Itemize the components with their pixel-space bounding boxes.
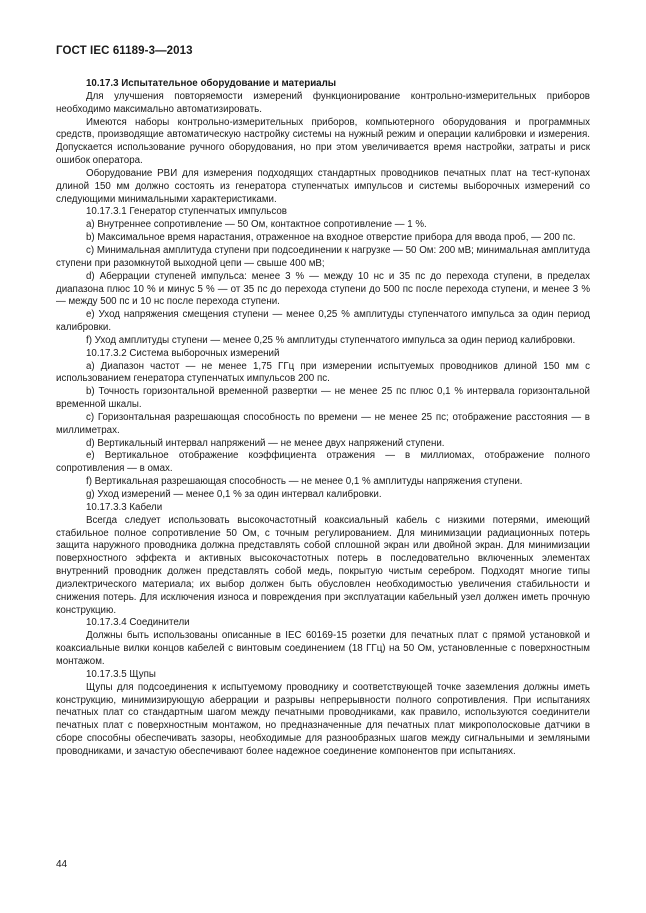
list-item: c) Минимальная амплитуда ступени при подсоединении к нагрузке — 50 Ом: 200 мВ; минимальная амплитуда ступени при разомкнутой выходной цепи — свыше 400 мВ; (56, 244, 590, 269)
subsection-heading: 10.17.3.1 Генератор ступенчатых импульсов (86, 206, 287, 218)
body-text (56, 78, 590, 759)
paragraph: Всегда следует использовать высокочастотный коаксиальный кабель с низкими потерями, имеющий стабильное полное сопротивление 50 Ом, с точным регулированием. Для минимизации радиационных потерь защита наружного проводника должна представлять собой сплошной экран или двойной экран. Для минимизации поверхностного эффекта и активных высокочастотных потерь в последовательно включенных элементах внутренний проводник должен представлять собой медь, покрытую чистым серебром. Подходят многие типы диэлектрического материала; их выбор должен быть обусловлен необходимостью увеличения стабильности и снижения потерь. Для исключения износа и повреждения при эксплуатации кабельный узел должен иметь прочную конструкцию. (56, 514, 590, 616)
paragraph: Щупы для подсоединения к испытуемому проводнику и соответствующей точке заземления должны иметь конструкцию, минимизирующую аберрации и разрывы непрерывности полного сопротивления. При испытаниях печатных плат со стандартным шагом между печатными проводниками, как правило, используются соединители печатных плат с поверхностным монтажом, но предназначенные для печатных плат микрополосковые датчики в сборе способны обеспечивать зазоры, необходимые для разнообразных шагов между сигнальными и земляными проводниками, и зачастую обеспечивают более надежное соединение компонентов при испытаниях. (56, 681, 590, 757)
paragraph: Должны быть использованы описанные в IEC 60169-15 розетки для печатных плат с прямой установкой и коаксиальные вилки концов кабелей с винтовым соединением (18 ГГц) на 50 Ом, установленные с поверхностным монтажом. (56, 630, 590, 667)
list-item: d) Аберрации ступеней импульса: менее 3 % — между 10 нс и 35 пс до перехода ступени, в пределах диапазона плюс 10 % и минус 5 % — от 35 пс до перехода ступени до 500 пс после перехода ступени, и менее 3 % — между 500 пс и 10 нс после перехода ступени. (56, 270, 590, 308)
standard-header: ГОСТ IEC 61189-3—2013 (56, 45, 193, 57)
subsection-heading: 10.17.3.5 Щупы (86, 668, 156, 680)
list-item: c) Горизонтальная разрешающая способность по времени — не менее 25 пс; отображение расстояния — в миллиметрах. (56, 411, 590, 436)
list-item: b) Максимальное время нарастания, отраженное на входное отверстие прибора для ввода проб, — 200 пс. (86, 232, 576, 244)
list-item: a) Диапазон частот — не менее 1,75 ГГц при измерении испытуемых проводников длиной 150 мм с использованием генератора ступенчатых импульсов 200 пс. (56, 360, 590, 385)
list-item: f) Вертикальная разрешающая способность — не менее 0,1 % амплитуды напряжения ступени. (86, 476, 523, 488)
page-number: 44 (56, 859, 68, 870)
list-item: e) Вертикальное отображение коэффициента отражения — в миллиомах, отображение полного сопротивления — в омах. (56, 450, 590, 475)
subsection-heading: 10.17.3.4 Соединители (86, 617, 190, 629)
list-item: a) Внутреннее сопротивление — 50 Ом, контактное сопротивление — 1 %. (86, 219, 427, 231)
list-item: g) Уход измерений — менее 0,1 % за один интервал калибровки. (86, 489, 382, 500)
paragraph: Для улучшения повторяемости измерений функционирование контрольно-измерительных приборов необходимо максимально автоматизировать. (56, 90, 590, 115)
subsection-heading: 10.17.3.3 Кабели (86, 501, 163, 513)
list-item: b) Точность горизонтальной временной развертки — не менее 25 пс плюс 0,1 % интервала горизонтальной временной шкалы. (56, 386, 590, 411)
list-item: e) Уход напряжения смещения ступени — менее 0,25 % амплитуды ступенчатого импульса за один период калибровки. (56, 309, 590, 334)
subsection-heading: 10.17.3.2 Система выборочных измерений (86, 347, 280, 359)
paragraph: Оборудование РВИ для измерения подходящих стандартных проводников печатных плат на тест-купонах длиной 150 мм должно состоять из генератора ступенчатых импульсов и системы выборочных измерений со следующими минимальными характеристиками. (56, 167, 590, 205)
paragraph: Имеются наборы контрольно-измерительных приборов, компьютерного оборудования и программных средств, производящие автоматическую настройку системы на нужный режим и операции калибровки и измерения. Допускается использование ручного оборудования, но при этом увеличивается время настройки, затраты и риск ошибок оператора. (56, 116, 590, 167)
section-heading: 10.17.3 Испытательное оборудование и материалы (86, 78, 337, 89)
list-item: d) Вертикальный интервал напряжений — не менее двух напряжений ступени. (86, 437, 445, 449)
list-item: f) Уход амплитуды ступени — менее 0,25 % амплитуды ступенчатого импульса за один период калибровки. (86, 334, 576, 346)
